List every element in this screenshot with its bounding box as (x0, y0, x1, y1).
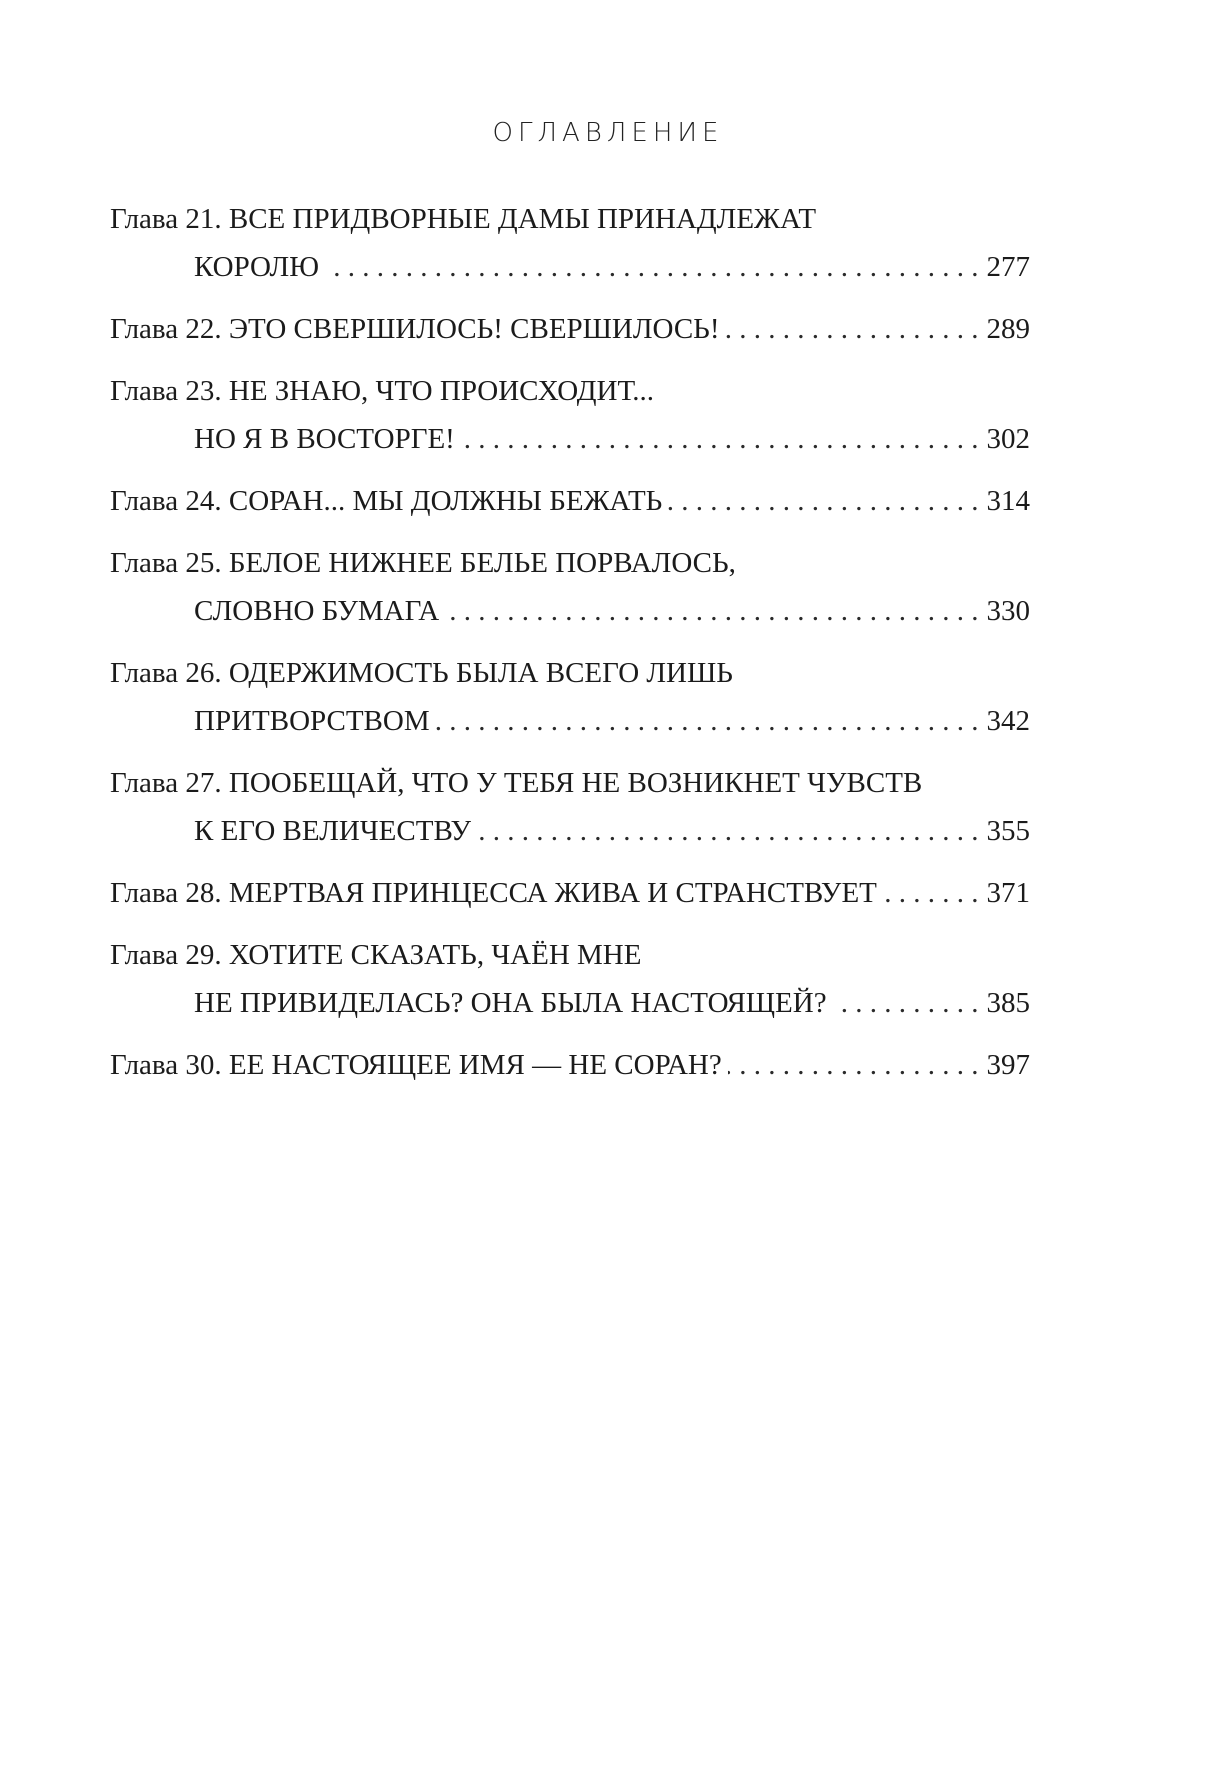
toc-entry-first-line (110, 477, 1030, 525)
chapter-title-line2: ПРИТВОРСТВОМ (194, 705, 430, 737)
chapter-label: Глава 25. (110, 547, 222, 579)
toc-entry-25 (110, 539, 1030, 635)
toc-entry-first-line (110, 539, 1030, 587)
toc-entry-29 (110, 931, 1030, 1027)
chapter-title-line1: ЭТО СВЕРШИЛОСЬ! СВЕРШИЛОСЬ! (228, 313, 720, 345)
dot-leader (725, 305, 978, 353)
toc-entry-first-line (110, 931, 1030, 979)
dot-leader (833, 979, 979, 1027)
toc-entry-second-line (110, 587, 1030, 635)
chapter-title-line2: К ЕГО ВЕЛИЧЕСТВУ (194, 815, 471, 847)
chapter-title-line2: КОРОЛЮ (194, 251, 320, 283)
chapter-label: Глава 24. (110, 485, 222, 517)
toc-entry-second-line (110, 243, 1030, 291)
page-number: 277 (986, 251, 1030, 283)
toc-entry-23 (110, 367, 1030, 463)
chapter-title-line1: ЕЕ НАСТОЯЩЕЕ ИМЯ — НЕ СОРАН? (228, 1049, 722, 1081)
dot-leader (728, 1041, 979, 1089)
chapter-label: Глава 21. (110, 203, 222, 235)
dot-leader (668, 477, 978, 525)
toc-entry-first-line (110, 1041, 1030, 1089)
dot-leader (477, 807, 979, 855)
dot-leader (436, 697, 979, 745)
toc-entry-first-line (110, 869, 1030, 917)
chapter-label: Глава 22. (110, 313, 222, 345)
page-number: 371 (986, 877, 1030, 909)
chapter-title-line1: СОРАН... МЫ ДОЛЖНЫ БЕЖАТЬ (228, 485, 663, 517)
dot-leader (325, 243, 978, 291)
page-number: 302 (986, 423, 1030, 455)
dot-leader (883, 869, 979, 917)
toc-entry-second-line (110, 415, 1030, 463)
toc-entry-first-line (110, 367, 1030, 415)
page-number: 385 (986, 987, 1030, 1019)
chapter-title-line1: НЕ ЗНАЮ, ЧТО ПРОИСХОДИТ... (228, 375, 655, 407)
toc-entry-21 (110, 195, 1030, 291)
chapter-title-line1: ПООБЕЩАЙ, ЧТО У ТЕБЯ НЕ ВОЗНИКНЕТ ЧУВСТВ (228, 767, 923, 799)
chapter-label: Глава 29. (110, 939, 222, 971)
chapter-label: Глава 28. (110, 877, 222, 909)
toc-entry-first-line (110, 649, 1030, 697)
toc-entry-first-line (110, 195, 1030, 243)
toc-entry-28 (110, 869, 1030, 917)
toc-entry-second-line (110, 697, 1030, 745)
toc-entry-22 (110, 305, 1030, 353)
toc-entry-first-line (110, 759, 1030, 807)
chapter-title-line1: ОДЕРЖИМОСТЬ БЫЛА ВСЕГО ЛИШЬ (228, 657, 733, 689)
toc-entry-first-line (110, 305, 1030, 353)
toc-entry-second-line (110, 979, 1030, 1027)
chapter-title-line1: БЕЛОЕ НИЖНЕЕ БЕЛЬЕ ПОРВАЛОСЬ, (228, 547, 736, 579)
page-number: 355 (986, 815, 1030, 847)
chapter-title-line2: НЕ ПРИВИДЕЛАСЬ? ОНА БЫЛА НАСТОЯЩЕЙ? (194, 987, 827, 1019)
chapter-title-line1: ВСЕ ПРИДВОРНЫЕ ДАМЫ ПРИНАДЛЕЖАТ (228, 203, 817, 235)
page-number: 289 (986, 313, 1030, 345)
toc-entry-26 (110, 649, 1030, 745)
chapter-title-line1: ХОТИТЕ СКАЗАТЬ, ЧАЁН МНЕ (228, 939, 642, 971)
toc-list (110, 195, 1030, 1103)
page-number: 397 (986, 1049, 1030, 1081)
toc-entry-30 (110, 1041, 1030, 1089)
chapter-label: Глава 30. (110, 1049, 222, 1081)
chapter-title-line1: МЕРТВАЯ ПРИНЦЕССА ЖИВА И СТРАНСТВУЕТ (228, 877, 877, 909)
toc-heading: ОГЛАВЛЕНИЕ (492, 118, 724, 148)
chapter-label: Глава 23. (110, 375, 222, 407)
toc-entry-second-line (110, 807, 1030, 855)
dot-leader (445, 587, 978, 635)
chapter-title-line2: НО Я В ВОСТОРГЕ! (194, 423, 455, 455)
chapter-title-line2: СЛОВНО БУМАГА (194, 595, 440, 627)
chapter-label: Глава 27. (110, 767, 222, 799)
dot-leader (461, 415, 979, 463)
toc-entry-24 (110, 477, 1030, 525)
page-number: 314 (986, 485, 1030, 517)
toc-entry-27 (110, 759, 1030, 855)
page-number: 330 (986, 595, 1030, 627)
chapter-label: Глава 26. (110, 657, 222, 689)
page-number: 342 (986, 705, 1030, 737)
